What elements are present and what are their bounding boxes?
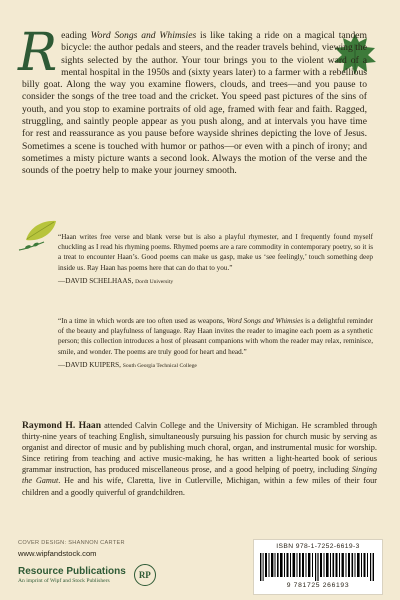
- author-bio: [22, 420, 377, 498]
- bio-text-end: . He and his wife, Claretta, live in Cutlerville, Michigan, within a few miles of their four children and a goodly quiverful of grandchildren.: [22, 476, 377, 497]
- drop-cap: R: [18, 23, 58, 83]
- publisher-name-block: [18, 566, 126, 584]
- quote-text: “Haan writes free verse and blank verse but is also a playful rhymester, and I frequently found myself chuckling as I read his rhyming poems. Rhymed poems are a rare commodity in contemporary poetry, so it is a treat to encounter Haan’s. Good poems can make us gasp, make us ‘see feelingly,’ touch something deep inside us. Ray Haan has poems here that can do that to you.”: [58, 233, 373, 272]
- quote-attribution: [58, 276, 373, 287]
- quote-text-start: “In a time in which words are too often used as weapons,: [58, 317, 227, 325]
- barcode-number: 9 781725 266193: [286, 582, 350, 589]
- barcode-bars-icon: [260, 553, 376, 581]
- quote-affiliation: South Georgia Technical College: [122, 362, 197, 369]
- publisher-website: www.wipfandstock.com: [18, 549, 97, 558]
- quote-text: [58, 316, 373, 357]
- publisher-info: [18, 540, 156, 586]
- quote-affiliation: Dordt University: [135, 278, 174, 285]
- endorsement-quote: [58, 232, 373, 287]
- other-book-title: Singing the Gamut: [22, 465, 377, 486]
- quote-author: —DAVID KUIPERS,: [58, 360, 121, 369]
- publisher-imprint: An imprint of Wipf and Stock Publishers: [18, 578, 110, 584]
- book-title: Word Songs and Whimsies: [226, 317, 304, 325]
- bio-text: attended Calvin College and the University of Michigan. He scrambled through thirty-nine years of teaching English, simultaneously pursuing his passion for church music by serving as organist and director of music and by publishing much choral, organ, and instrumental music for worship. Since retiring from teaching and active music-making, he has written a light-hearted book of serious grammar instruction, has produced miscellaneous prose, and a good helping of poetry, including: [22, 421, 378, 475]
- blurb-text: is like taking a ride on a magical tandem bicycle: the author pedals and steers, and the reader travels behind, viewing the sights selected by the author. Your tour brings you to the violent ward of a mental hospital in the 1950s and (sixty years later) to a farmer with a rebellious billy goat. Along the way you examine flowers, clouds, and trees—and you pause to consider the songs of the tree toad and the cricket. You speed past pictures of the sins of youth, and you stop to examine portraits of old age, framed with fear and faith. Ragged, struggling, and saintly people appear as you push along, and at intervals you have time for rest and reassurance as you pause before wayside shrines depicting the love of Jesus. Sometimes a scene is touched with humor or pathos—or even with a pinch of irony; and sometimes a misty picture wants a second look. Always the motion of the verse and the sounds of the poetry help to make your journey smooth.: [22, 30, 367, 177]
- quote-text-end: is a delightful reminder of the beauty and playfulness of language. Ray Haan invites the reader to imagine each poem as a synthetic person; this collection introduces a host of pleasant companions with whom the reader may relax, reminisce, smile, and wonder. The poems are truly good for heart and head.”: [58, 317, 374, 356]
- sprig-icon: [18, 240, 46, 252]
- isbn-label: ISBN 978-1-7252-6619-3: [276, 543, 360, 550]
- barcode: [253, 539, 383, 595]
- cover-design-credit: COVER DESIGN: SHANNON CARTER: [18, 540, 125, 546]
- publisher-row: [18, 564, 156, 586]
- quote-author: —DAVID SCHELHAAS,: [58, 276, 134, 285]
- quote-attribution: [58, 360, 373, 371]
- publisher-logo: RP: [134, 564, 156, 586]
- blurb-intro: eading: [61, 30, 91, 41]
- book-blurb: [18, 23, 367, 178]
- book-title: Word Songs and Whimsies: [90, 30, 197, 41]
- publisher-name: Resource Publications: [18, 566, 126, 577]
- author-name: Raymond H. Haan: [22, 420, 102, 431]
- endorsement-quote: [58, 316, 373, 371]
